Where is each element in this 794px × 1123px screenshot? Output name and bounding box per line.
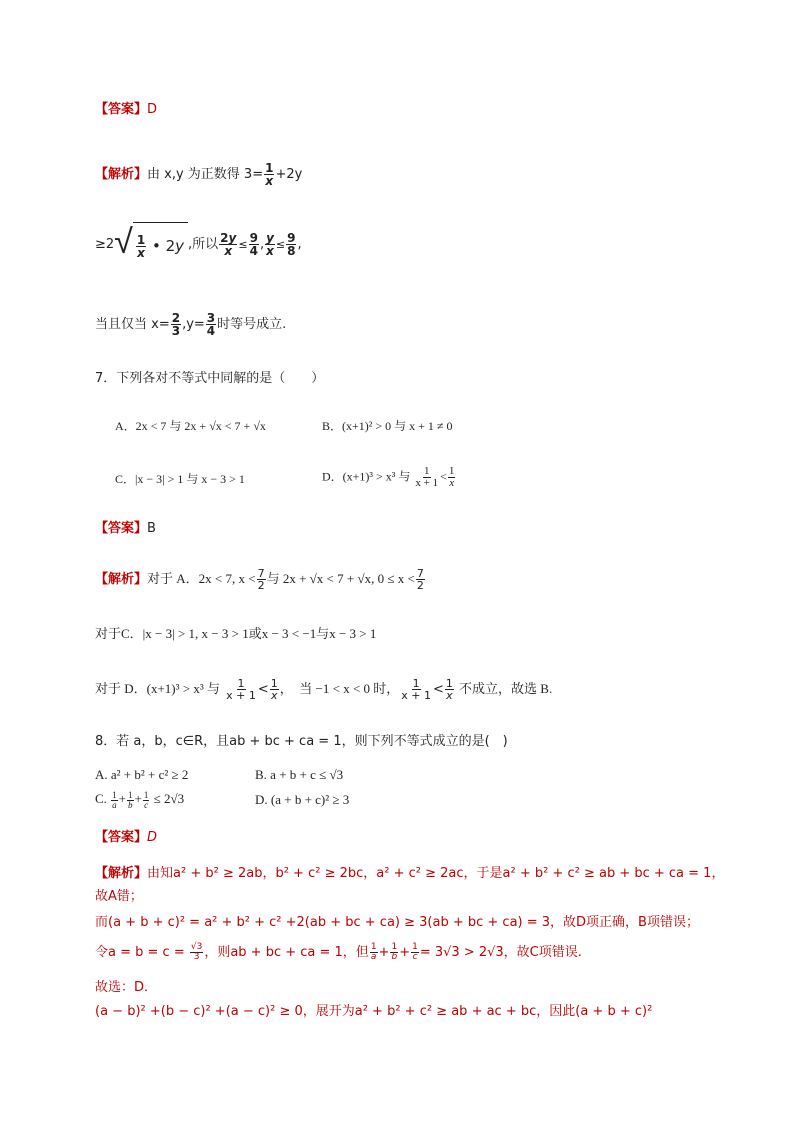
analysis-text: 对于 D．(x+1)³ > x³ 与 — [95, 681, 221, 696]
fraction: $\frac{9}{4}$ — [249, 231, 258, 258]
answer-value: D — [147, 102, 158, 117]
q7-analysis-line3: 对于 D．(x+1)³ > x³ 与 $\frac{1}{x + 1}$ < $\frac{1}{x}$ ， 当 −1 < x < 0 时， $\frac{1}{x + 1}$ < $\frac{1}{x}$ 不成立，故选 B. — [95, 677, 553, 702]
analysis-tag: 【解析】 — [95, 866, 148, 881]
fraction: $\frac{1}{x + 1}$ — [226, 677, 256, 702]
answer-value: D — [147, 830, 158, 845]
fraction: $\frac{y}{x}$ — [266, 231, 274, 258]
analysis-text: 当且仅当 x= — [95, 317, 170, 332]
analysis-text: ≥2 — [95, 237, 115, 252]
fraction: $\frac{2}{3}$ — [171, 311, 181, 338]
option-text: C. — [95, 791, 107, 806]
q7-stem: 7．下列各对不等式中同解的是（ ） — [95, 371, 325, 386]
fraction: $\frac{1}{a}$ — [370, 942, 377, 962]
fraction-1-over-x: $\frac{1}{x}$ — [265, 161, 274, 188]
fraction: $\frac{1}{x + 1}$ — [415, 465, 439, 489]
fraction: $\frac{√3}{3}$ — [190, 942, 203, 962]
fraction: $\frac{7}{2}$ — [416, 567, 424, 592]
answer-tag: 【答案】 — [95, 102, 148, 117]
q8-answer-line — [95, 829, 157, 847]
fraction: $\frac{1}{b}$ — [391, 942, 398, 962]
q8-analysis-line2: 故A错； — [95, 889, 143, 904]
analysis-text: 由知a² + b² ≥ 2ab，b² + c² ≥ 2bc，a² + c² ≥ 2ac，于是a² + b² + c² ≥ ab + bc + ca = 1， — [147, 866, 725, 881]
q8-analysis-line5: 故选：D． — [95, 980, 158, 995]
analysis-text: ,y= — [182, 317, 205, 332]
q8-analysis-line6: (a − b)² +(b − c)² +(a − c)² ≥ 0，展开为a² + b² + c² ≥ ab + ac + bc，因此(a + b + c)² — [95, 1004, 653, 1019]
analysis-text: +2y — [275, 167, 303, 182]
q8-option-a: A. a² + b² + c² ≥ 2 — [95, 767, 189, 782]
analysis-text: ，则ab + bc + ca = 1，但 — [204, 945, 369, 960]
q8-option-d: D. (a + b + c)² ≥ 3 — [255, 792, 350, 807]
analysis-tag: 【解析】 — [95, 572, 148, 587]
q6-analysis-line3 — [95, 312, 286, 337]
q8-analysis-line3: 而(a + b + c)² = a² + b² + c² +2(ab + bc + ca) ≥ 3(ab + bc + ca) = 3，故D项正确，B项错误； — [95, 915, 699, 930]
q6-answer-line — [95, 101, 157, 119]
sqrt-expression: √ $\frac{1}{x}$ • 2y — [114, 222, 188, 267]
q6-analysis-line2: ≥2 √ $\frac{1}{x}$ • 2y ,所以 $\frac{2y}{x}$ ≤ $\frac{9}{4}$ , $\frac{y}{x}$ ≤ $\frac{9}{8}$ , — [95, 222, 302, 267]
q8-option-b: B. a + b + c ≤ √3 — [255, 767, 344, 782]
q7-analysis-line2: 对于C．|x − 3| > 1, x − 3 > 1或x − 3 < −1与x − 3 > 1 — [95, 626, 377, 641]
q7-option-b: B．(x+1)² > 0 与 x + 1 ≠ 0 — [322, 419, 453, 433]
analysis-text: ， 当 −1 < x < 0 时， — [279, 681, 400, 696]
fraction: $\frac{3}{4}$ — [206, 311, 216, 338]
q8-analysis-line1 — [95, 865, 724, 883]
q7-option-c: C．|x − 3| > 1 与 x − 3 > 1 — [115, 472, 245, 486]
answer-tag: 【答案】 — [95, 830, 148, 845]
analysis-text: 不成立，故选 B. — [459, 681, 553, 696]
analysis-text: 令a = b = c = — [95, 945, 185, 960]
analysis-text: 时等号成立. — [217, 317, 287, 332]
fraction: $\frac{9}{8}$ — [287, 231, 296, 258]
fraction: $\frac{1}{c}$ — [143, 789, 149, 810]
fraction: $\frac{1}{c}$ — [412, 942, 418, 962]
fraction: $\frac{7}{2}$ — [257, 567, 265, 592]
fraction: $\frac{1}{a}$ — [112, 789, 117, 810]
analysis-tag: 【解析】 — [95, 167, 148, 182]
q7-answer-line — [95, 520, 156, 538]
analysis-text: = 3√3 > 2√3，故C项错误. — [419, 945, 582, 960]
fraction: $\frac{2y}{x}$ — [220, 231, 237, 258]
q8-option-c: C. $\frac{1}{a}$ + $\frac{1}{b}$ + $\frac{1}{c}$ ≤ 2√3 — [95, 789, 185, 810]
answer-value: B — [147, 521, 156, 536]
option-text: D．(x+1)³ > x³ 与 — [322, 469, 411, 484]
fraction: $\frac{1}{x}$ — [445, 677, 453, 702]
fraction: $\frac{1}{b}$ — [128, 789, 133, 810]
analysis-text: 由 x,y 为正数得 3= — [147, 167, 264, 182]
analysis-text: 与 2x + √x < 7 + √x, 0 ≤ x < — [266, 571, 415, 586]
q8-analysis-line4: 令a = b = c = $\frac{√3}{3}$ ，则ab + bc + ca = 1，但 $\frac{1}{a}$ + $\frac{1}{b}$ + $\frac{1}{c}$ = 3√3 > 2√3，故C项错误. — [95, 942, 582, 962]
fraction: $\frac{1}{x + 1}$ — [401, 677, 431, 702]
fraction: $\frac{1}{x}$ — [448, 465, 455, 489]
analysis-text: ,所以 — [188, 237, 219, 252]
q7-option-a: A．2x < 7 与 2x + √x < 7 + √x — [115, 419, 266, 433]
fraction: $\frac{1}{x}$ — [270, 677, 278, 702]
q7-option-d: D．(x+1)³ > x³ 与 $\frac{1}{x + 1}$ < $\frac{1}{x}$ — [322, 465, 455, 489]
q7-analysis-line1 — [95, 568, 426, 591]
option-text: ≤ 2√3 — [153, 791, 185, 806]
q8-stem: 8．若 a，b，c∈R，且ab + bc + ca = 1，则下列不等式成立的是( ) — [95, 734, 508, 749]
answer-tag: 【答案】 — [95, 521, 148, 536]
analysis-text: 对于 A．2x < 7, x < — [147, 571, 256, 586]
q6-analysis-line1 — [95, 162, 302, 187]
